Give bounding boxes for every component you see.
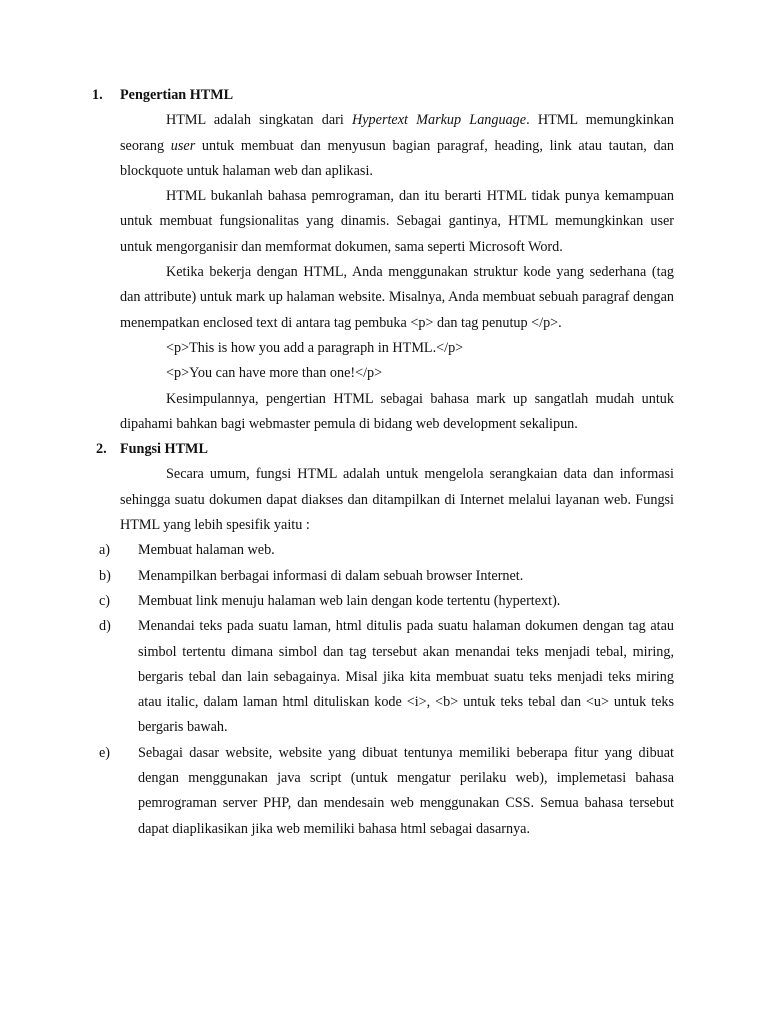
section-1-paragraph-1 <box>120 108 674 184</box>
section-1-paragraph-3: Ketika bekerja dengan HTML, Anda menggunakan struktur kode yang sederhana (tag dan attribute) untuk mark up halaman website. Misalnya, Anda membuat sebuah paragraf dengan menempatkan enclosed text di antara tag pembuka <p> dan tag penutup </p>. <box>120 264 674 331</box>
code-example-1: <p>This is how you add a paragraph in HTML.</p> <box>166 339 464 356</box>
section-1-number: 1. <box>92 87 103 103</box>
p1-italic-2: user <box>170 137 196 154</box>
list-marker: d) <box>99 618 111 635</box>
section-2-paragraph-1: Secara umum, fungsi HTML adalah untuk mengelola serangkaian data dan informasi sehingga suatu dokumen dapat diakses dan ditampilkan di Internet melalui layanan web. Fungsi HTML yang lebih spesifik yaitu : <box>120 466 674 534</box>
list-item <box>99 614 674 740</box>
p1-italic-1: Hypertext Markup Language <box>352 112 527 129</box>
list-item-text: Menandai teks pada suatu laman, html ditulis pada suatu halaman dokumen dengan tag atau simbol tertentu dimana simbol dan tag tersebut akan menandai teks menjadi tebal, miring, bergaris tebal dan lain sebagainya. Misal jika kita membuat suatu teks menjadi teks miring atau italic, dalam laman html dituliskan kode <i>, <b> untuk teks tebal dan <u> untuk teks bergaris bawah. <box>138 618 674 736</box>
list-marker: b) <box>99 567 111 584</box>
p1-text-3: untuk membuat dan menyusun bagian paragraf, heading, link atau tautan, dan blockquote untuk halaman web dan aplikasi. <box>120 137 675 179</box>
section-1-title: Pengertian HTML <box>120 87 234 103</box>
code-example-2: <p>You can have more than one!</p> <box>166 365 383 382</box>
p1-text-2: . HTML memungkinkan seorang <box>120 112 674 154</box>
list-item-text: Membuat halaman web. <box>138 542 275 559</box>
list-item <box>99 589 674 614</box>
list-marker: e) <box>99 744 111 761</box>
list-item <box>99 741 674 842</box>
list-item <box>99 564 674 589</box>
list-marker: c) <box>99 592 111 609</box>
list-item-text: Sebagai dasar website, website yang dibuat tentunya memiliki beberapa fitur yang dibuat dengan menggunakan java script (untuk mengatur perilaku web), implemetasi bahasa pemrograman server PHP, dan mendesain web menggunakan CSS. Semua bahasa tersebut dapat diaplikasikan jika web memiliki bahasa html sebagai dasarnya. <box>138 744 674 837</box>
list-item-text: Membuat link menuju halaman web lain dengan kode tertentu (hypertext). <box>138 592 561 609</box>
section-2-title: Fungsi HTML <box>120 441 208 458</box>
function-list <box>99 538 674 842</box>
section-1-paragraph-2: HTML bukanlah bahasa pemrograman, dan itu berarti HTML tidak punya kemampuan untuk membuat fungsionalitas yang dinamis. Sebagai gantinya, HTML memungkinkan user untuk mengorganisir dan memformat dokumen, sama seperti Microsoft Word. <box>120 188 674 255</box>
section-2-heading <box>96 437 674 462</box>
list-marker: a) <box>99 542 111 559</box>
p1-text-1: HTML adalah singkatan dari <box>166 112 353 129</box>
list-item <box>99 538 674 563</box>
list-item-text: Menampilkan berbagai informasi di dalam sebuah browser Internet. <box>138 567 524 584</box>
section-1-heading <box>92 83 674 108</box>
section-2-number: 2. <box>96 441 107 458</box>
section-1-paragraph-4: Kesimpulannya, pengertian HTML sebagai bahasa mark up sangatlah mudah untuk dipahami bahkan bagi webmaster pemula di bidang web development sekalipun. <box>120 390 674 432</box>
